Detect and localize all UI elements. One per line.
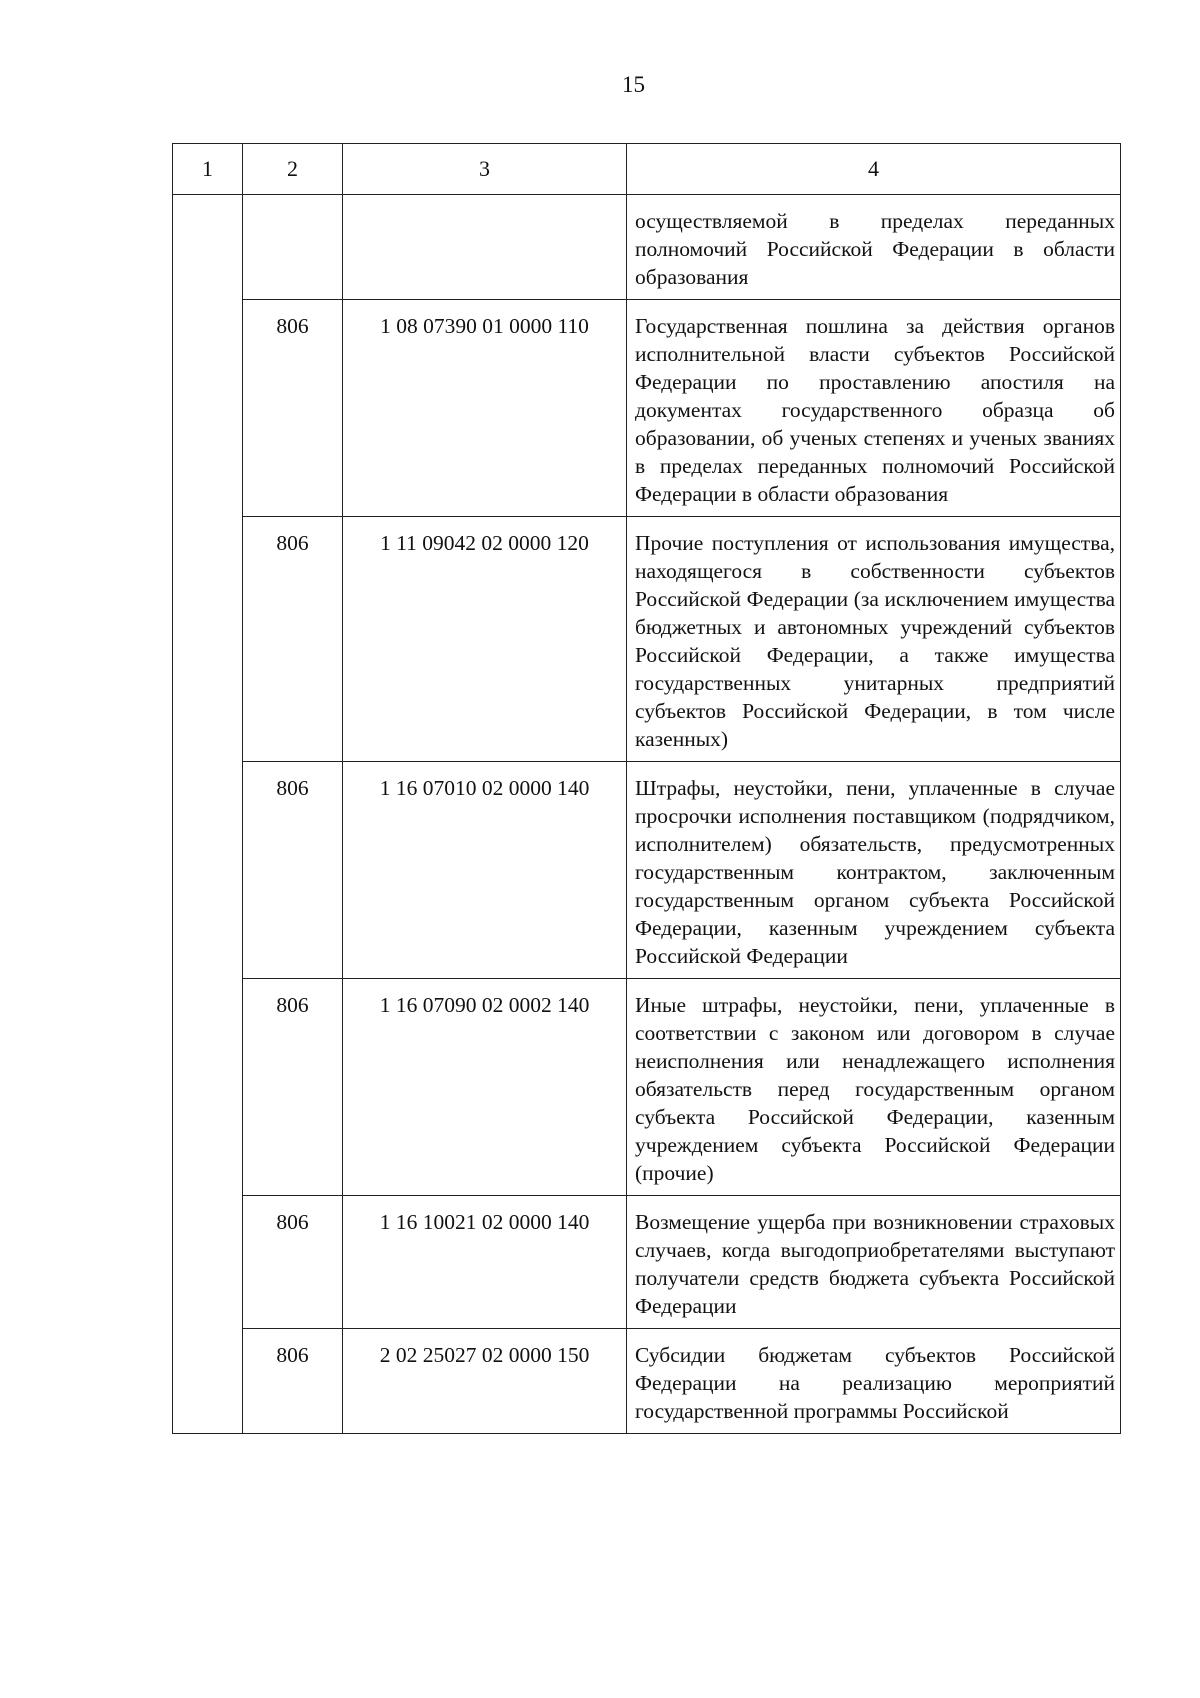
- description-cell: Возмещение ущерба при возникновении страховых случаев, когда выгодоприобретателями выступают получатели средств бюджета субъекта Российской Федерации: [627, 1196, 1121, 1329]
- kbk-code-cell: 2 02 25027 02 0000 150: [343, 1329, 627, 1434]
- kbk-code-cell: 1 16 07090 02 0002 140: [343, 979, 627, 1196]
- column-1-empty-cell: [173, 195, 243, 1434]
- description-cell: Прочие поступления от использования имущества, находящегося в собственности субъектов Российской Федерации (за исключением имущества бюджетных и автономных учреждений субъектов Российской Федерации, а также имущества государственных унитарных предприятий субъектов Российской Федерации, в том числе казенных): [627, 517, 1121, 762]
- admin-code-cell: 806: [243, 1196, 343, 1329]
- description-cell: Штрафы, неустойки, пени, уплаченные в случае просрочки исполнения поставщиком (подрядчиком, исполнителем) обязательств, предусмотренных государственным контрактом, заключенным государственным органом субъекта Российской Федерации, казенным учреждением субъекта Российской Федерации: [627, 762, 1121, 979]
- table-row: [173, 762, 1121, 979]
- column-header-1: 1: [173, 144, 243, 195]
- description-cell: Субсидии бюджетам субъектов Российской Федерации на реализацию мероприятий государственной программы Российской: [627, 1329, 1121, 1434]
- table-row: [173, 517, 1121, 762]
- admin-code-cell: 806: [243, 517, 343, 762]
- description-cell: осуществляемой в пределах переданных полномочий Российской Федерации в области образования: [627, 195, 1121, 300]
- revenue-codes-table: [172, 143, 1121, 1434]
- kbk-code-cell: 1 16 10021 02 0000 140: [343, 1196, 627, 1329]
- column-header-3: 3: [343, 144, 627, 195]
- table-row: [173, 195, 1121, 300]
- admin-code-cell: 806: [243, 1329, 343, 1434]
- table-header-row: [173, 144, 1121, 195]
- description-cell: Государственная пошлина за действия органов исполнительной власти субъектов Российской Федерации по проставлению апостиля на документах государственного образца об образовании, об ученых степенях и ученых званиях в пределах переданных полномочий Российской Федерации в области образования: [627, 300, 1121, 517]
- column-header-2: 2: [243, 144, 343, 195]
- page-number: 15: [622, 72, 645, 97]
- kbk-code-cell: 1 16 07010 02 0000 140: [343, 762, 627, 979]
- description-cell: Иные штрафы, неустойки, пени, уплаченные в соответствии с законом или договором в случае неисполнения или ненадлежащего исполнения обязательств перед государственным органом субъекта Российской Федерации, казенным учреждением субъекта Российской Федерации (прочие): [627, 979, 1121, 1196]
- table-row: [173, 979, 1121, 1196]
- kbk-code-cell: [343, 195, 627, 300]
- admin-code-cell: 806: [243, 762, 343, 979]
- admin-code-cell: 806: [243, 300, 343, 517]
- table-row: [173, 300, 1121, 517]
- table-row: [173, 1329, 1121, 1434]
- column-header-4: 4: [627, 144, 1121, 195]
- kbk-code-cell: 1 08 07390 01 0000 110: [343, 300, 627, 517]
- kbk-code-cell: 1 11 09042 02 0000 120: [343, 517, 627, 762]
- admin-code-cell: 806: [243, 979, 343, 1196]
- admin-code-cell: [243, 195, 343, 300]
- table-row: [173, 1196, 1121, 1329]
